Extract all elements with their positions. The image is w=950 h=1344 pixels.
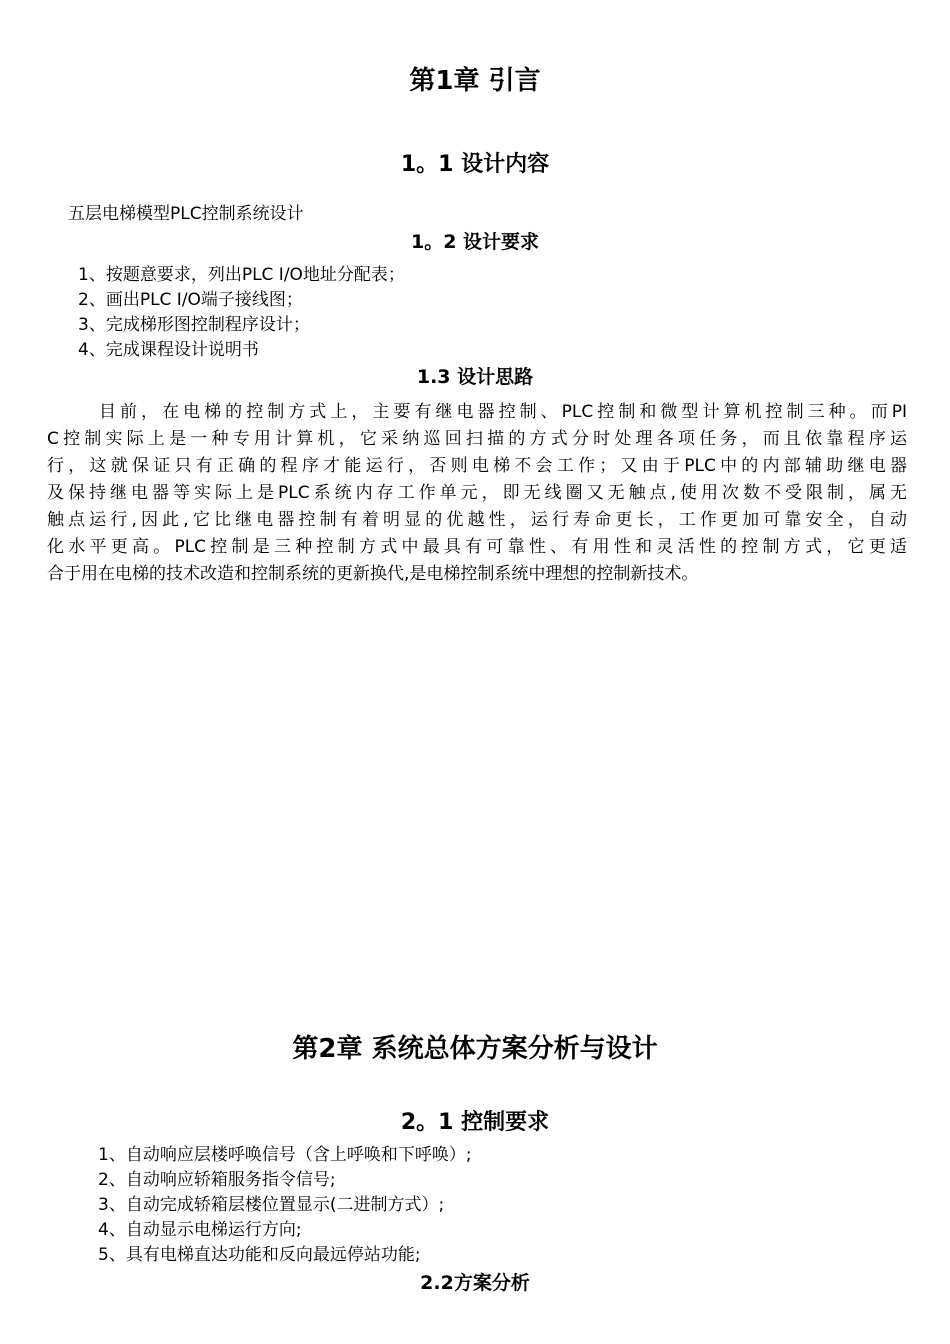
paragraph-line: 及保持继电器等实际上是PLC系统内存工作单元，即无线圈又无触点,使用次数不受限制，属无 bbox=[47, 483, 907, 503]
paragraph-line: 行，这就保证只有正确的程序才能运行，否则电梯不会工作；又由于PLC中的内部辅助继电器 bbox=[47, 456, 907, 476]
control-requirement-item-2: 2、自动响应轿箱服务指令信号; bbox=[98, 1170, 336, 1190]
chapter-1-title: 第1章 引言 bbox=[409, 66, 541, 96]
requirement-item-1: 1、按题意要求，列出PLC I/O地址分配表； bbox=[78, 265, 405, 285]
section-1-2-title: 1。2 设计要求 bbox=[410, 231, 540, 253]
requirement-item-4: 4、完成课程设计说明书 bbox=[78, 340, 259, 360]
control-requirement-item-4: 4、自动显示电梯运行方向; bbox=[98, 1220, 302, 1240]
section-1-1-text: 五层电梯模型PLC控制系统设计 bbox=[68, 204, 304, 224]
section-2-1-title: 2。1 控制要求 bbox=[400, 1110, 550, 1135]
section-1-1-title: 1。1 设计内容 bbox=[400, 152, 550, 177]
paragraph-line: 化水平更高。PLC控制是三种控制方式中最具有可靠性、有用性和灵活性的控制方式，它更适 bbox=[47, 537, 907, 557]
design-idea-paragraph bbox=[47, 399, 907, 588]
paragraph-line: 目前，在电梯的控制方式上，主要有继电器控制、PLC控制和微型计算机控制三种。而PI bbox=[99, 402, 907, 422]
control-requirement-item-3: 3、自动完成轿箱层楼位置显示(二进制方式）; bbox=[98, 1195, 445, 1215]
paragraph-line: C控制实际上是一种专用计算机，它采纳巡回扫描的方式分时处理各项任务，而且依靠程序运 bbox=[47, 429, 907, 449]
control-requirement-item-5: 5、具有电梯直达功能和反向最远停站功能; bbox=[98, 1245, 421, 1265]
requirement-item-2: 2、画出PLC I/O端子接线图； bbox=[78, 290, 303, 310]
paragraph-line: 触点运行,因此,它比继电器控制有着明显的优越性，运行寿命更长，工作更加可靠安全，自动 bbox=[47, 510, 907, 530]
section-1-3-title: 1.3 设计思路 bbox=[416, 366, 534, 388]
chapter-2-title: 第2章 系统总体方案分析与设计 bbox=[292, 1034, 658, 1064]
paragraph-line: 合于用在电梯的技术改造和控制系统的更新换代,是电梯控制系统中理想的控制新技术。 bbox=[47, 564, 699, 584]
control-requirement-item-1: 1、自动响应层楼呼唤信号（含上呼唤和下呼唤）; bbox=[98, 1145, 472, 1165]
section-2-2-title: 2.2方案分析 bbox=[420, 1272, 530, 1294]
requirement-item-3: 3、完成梯形图控制程序设计； bbox=[78, 315, 310, 335]
